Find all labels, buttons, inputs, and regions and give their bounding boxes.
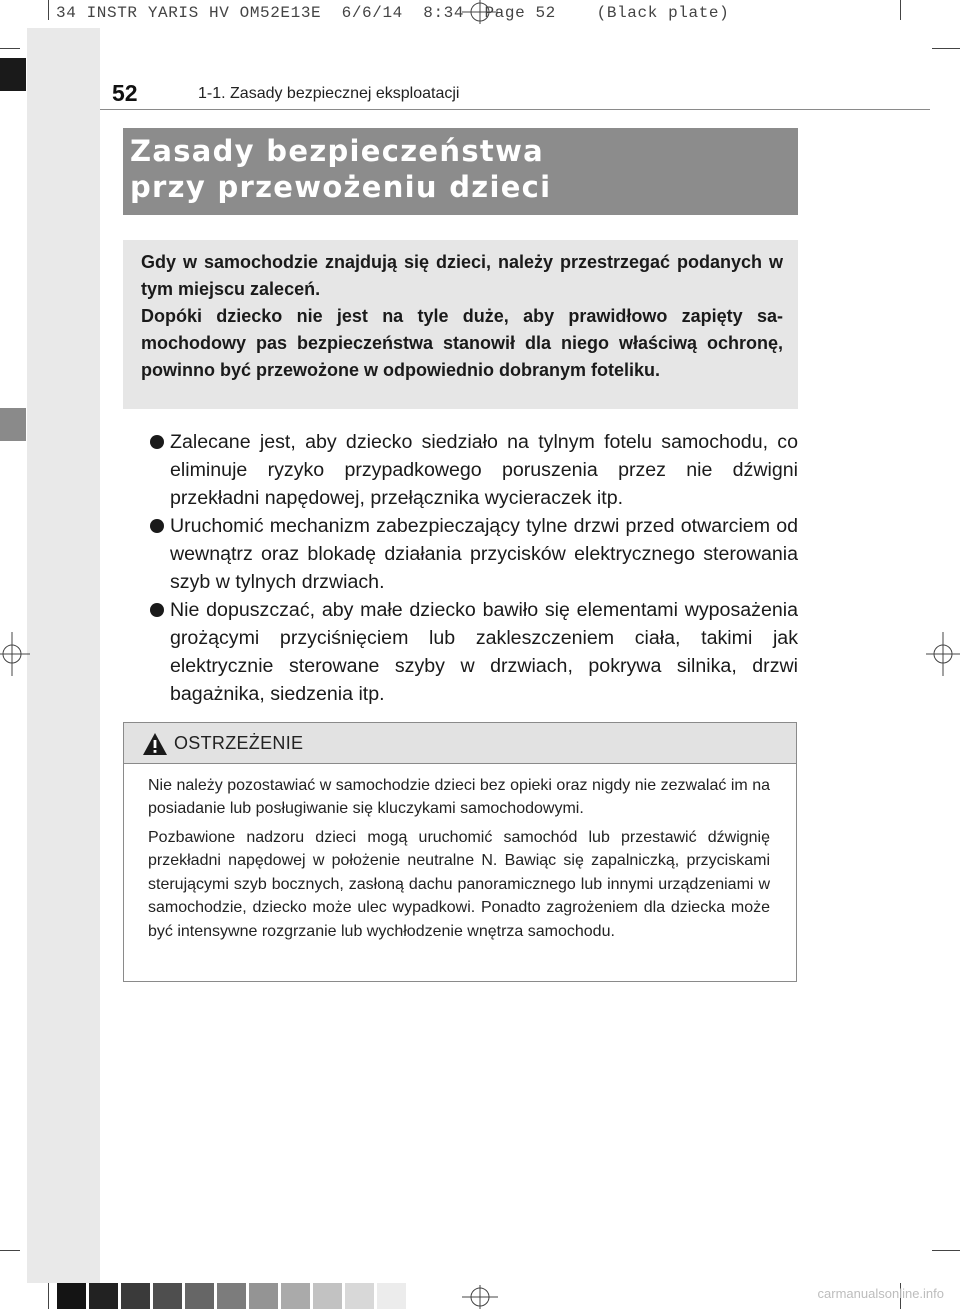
warning-label: OSTRZEŻENIE [174, 733, 304, 753]
color-swatch [57, 1283, 86, 1309]
color-swatch [313, 1283, 342, 1309]
crop-mark [48, 0, 49, 20]
crop-mark [48, 1283, 49, 1309]
bullet-item [150, 428, 798, 512]
bullet-icon [150, 435, 164, 449]
color-swatch [281, 1283, 310, 1309]
page-number: 52 [112, 80, 138, 106]
crop-mark [900, 0, 901, 20]
color-swatch [153, 1283, 182, 1309]
left-margin-strip [27, 28, 100, 1283]
intro-box [123, 240, 798, 409]
watermark: carmanualsonline.info [817, 1286, 944, 1301]
color-swatch [249, 1283, 278, 1309]
color-swatch [377, 1283, 406, 1309]
section-title-line-2: przy przewożeniu dzieci [130, 170, 552, 204]
bullet-text: Nie dopuszczać, aby małe dziecko bawiło się elementami wyposażenia grożącymi przyciśnięciem lub zakleszczeniem ciała, takimi jak elektrycznie sterowane szyby w drzwiach, pokrywa silnika, drzwi bagażnika, siedzenia itp. [170, 599, 798, 705]
section-title-box [123, 128, 798, 215]
crop-mark [0, 1250, 20, 1251]
crop-mark [0, 48, 20, 49]
header-rule [100, 109, 930, 110]
bullet-icon [150, 603, 164, 617]
bullet-item [150, 596, 798, 708]
registration-mark-icon [0, 632, 30, 676]
color-swatch [121, 1283, 150, 1309]
bullet-icon [150, 519, 164, 533]
warning-paragraph: Nie należy pozostawiać w samochodzie dzieci bez opieki oraz nigdy nie zezwalać im na posiadanie lub posługiwanie się kluczykami samochodowymi. [148, 777, 770, 818]
bullet-item [150, 512, 798, 596]
bullet-text: Zalecane jest, aby dziecko siedziało na tylnym fotelu samochodu, co eliminuje ryzyko przypadkowego poruszenia przez nie dźwigni przekładni napędowej, przełącznika wycieraczek itp. [170, 431, 798, 509]
warning-paragraph: Pozbawione nadzoru dzieci mogą uruchomić samochód lub przestawić dźwignię przekładni napędowej w położenie neutralne N. Bawiąc się zapalniczką, przyciskami sterującymi szyb bocznych, zasłoną dachu panoramicznego lub innymi urządzeniami w samochodzie, dziecko może ulec wypadkowi. Ponadto zagrożeniem dla dziecka może być intensywne rozgrzanie lub wychłodzenie wnętrza samochodu. [148, 829, 770, 940]
section-tab-black [0, 58, 26, 91]
warning-box [123, 722, 797, 982]
intro-paragraph: Gdy w samochodzie znajdują się dzieci, należy przestrzegać podanych w tym miejscu zaleceń. [141, 252, 783, 299]
bullet-text: Uruchomić mechanizm zabezpieczający tylne drzwi przed otwarciem od wewnątrz oraz blokadę działania przycisków elektrycznego sterowania szyb w tylnych drzwiach. [170, 515, 798, 593]
registration-mark-icon [458, 1285, 502, 1309]
section-title-line-1: Zasady bezpieczeństwa [130, 134, 545, 168]
color-swatch [345, 1283, 374, 1309]
print-slug: 34 INSTR YARIS HV OM52E13E 6/6/14 8:34 Page 52 (Black plate) [56, 4, 730, 22]
crop-mark [932, 1250, 960, 1251]
intro-paragraph: Dopóki dziecko nie jest na tyle duże, aby prawidłowo zapięty samochodowy pas bezpieczeństwa stanowił dla niego właściwą ochronę, powinno być przewożone w odpowiednio dobranym foteliku. [141, 306, 783, 380]
warning-triangle-icon [142, 732, 168, 756]
crop-mark [932, 48, 960, 49]
color-swatch [217, 1283, 246, 1309]
color-swatch [89, 1283, 118, 1309]
warning-header [124, 723, 796, 764]
registration-mark-icon [926, 632, 960, 676]
color-swatch [185, 1283, 214, 1309]
running-head: 1-1. Zasady bezpiecznej eksploatacji [198, 85, 460, 102]
section-tab-gray [0, 408, 26, 441]
